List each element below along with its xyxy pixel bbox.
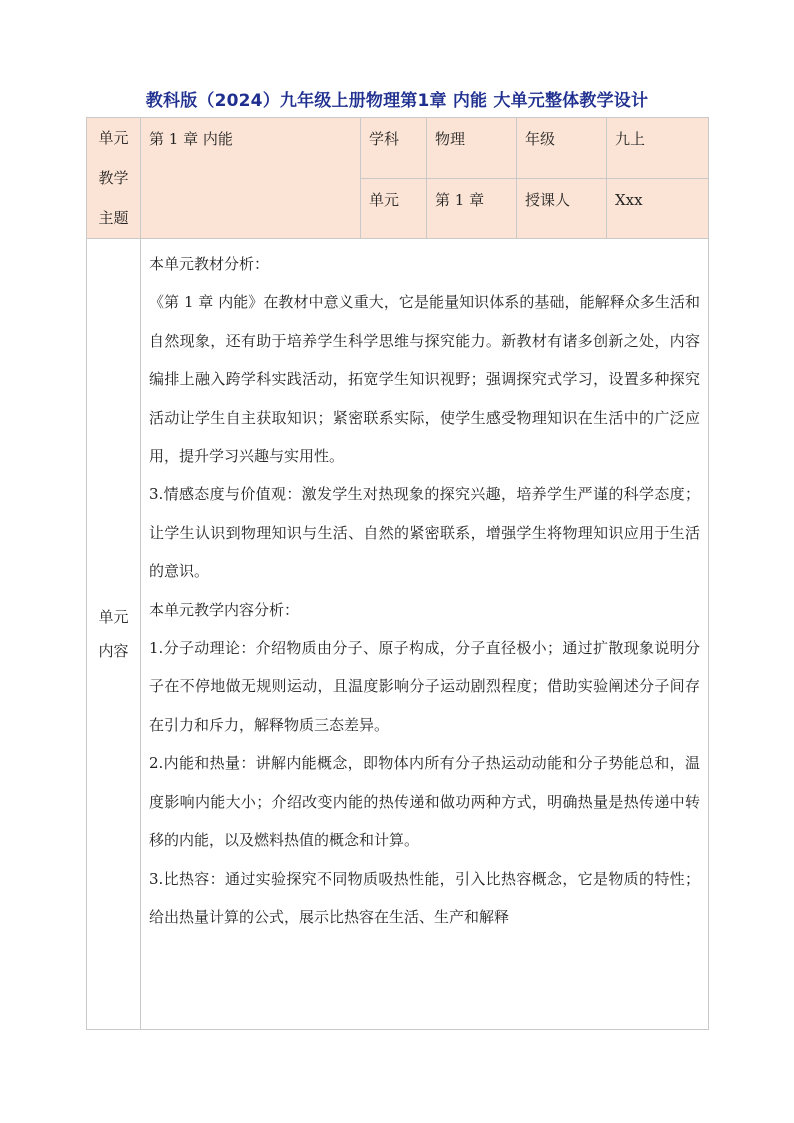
- content-paragraph: 《第 1 章 内能》在教材中意义重大，它是能量知识体系的基础，能解释众多生活和自然现象，还有助于培养学生科学思维与探究能力。新教材有诸多创新之处，内容编排上融入跨学科实践活动，拓宽学生知识视野；强调探究式学习，设置多种探究活动让学生自主获取知识；紧密联系实际，使学生感受物理知识在生活中的广泛应用，提升学习兴趣与实用性。: [149, 293, 700, 466]
- grade-label: 年级: [517, 118, 607, 179]
- unit-content-label-cell: [87, 239, 141, 1030]
- material-analysis-heading: 本单元教材分析：: [149, 255, 270, 273]
- unit-topic-label-cell: [87, 118, 141, 239]
- content-paragraph: 1.分子动理论：介绍物质由分子、原子构成，分子直径极小；通过扩散现象说明分子在不停地做无规则运动，且温度影响分子运动剧烈程度；借助实验阐述分子间存在引力和斥力，解释物质三态差异。: [149, 639, 700, 734]
- lesson-plan-table: [86, 117, 709, 1030]
- teaching-content-heading: 本单元教学内容分析：: [149, 600, 300, 619]
- unit-content-label-line: 单元: [98, 608, 129, 626]
- subject-value: 物理: [427, 118, 517, 179]
- content-paragraph: 3.比热容：通过实验探究不同物质吸热性能，引入比热容概念，它是物质的特性；给出热量计算的公式，展示比热容在生活、生产和解释: [149, 869, 700, 926]
- page-title: 教科版（2024）九年级上册物理第1章 内能 大单元整体教学设计: [145, 91, 649, 111]
- grade-value: 九上: [607, 118, 709, 179]
- unit-topic-value: 第 1 章 内能: [141, 118, 361, 239]
- unit-content-body: [141, 239, 709, 1030]
- unit-label: 单元: [361, 178, 427, 239]
- content-paragraph: 3.情感态度与价值观：激发学生对热现象的探究兴趣，培养学生严谨的科学态度；让学生认识到物理知识与生活、自然的紧密联系，增强学生将物理知识应用于生活的意识。: [149, 485, 700, 581]
- unit-topic-label-line: 单元: [98, 129, 129, 147]
- unit-topic-label-line: 主题: [98, 209, 129, 227]
- subject-label: 学科: [361, 118, 427, 179]
- content-paragraph: 2.内能和热量：讲解内能概念，即物体内所有分子热运动动能和分子势能总和，温度影响内能大小；介绍改变内能的热传递和做功两种方式，明确热量是热传递中转移的内能，以及燃料热值的概念和计算。: [149, 754, 700, 850]
- unit-topic-label-line: 教学: [98, 169, 129, 187]
- unit-content-label-line: 内容: [98, 642, 129, 660]
- teacher-value: Xxx: [607, 178, 709, 239]
- unit-value: 第 1 章: [427, 178, 517, 239]
- teacher-label: 授课人: [517, 178, 607, 239]
